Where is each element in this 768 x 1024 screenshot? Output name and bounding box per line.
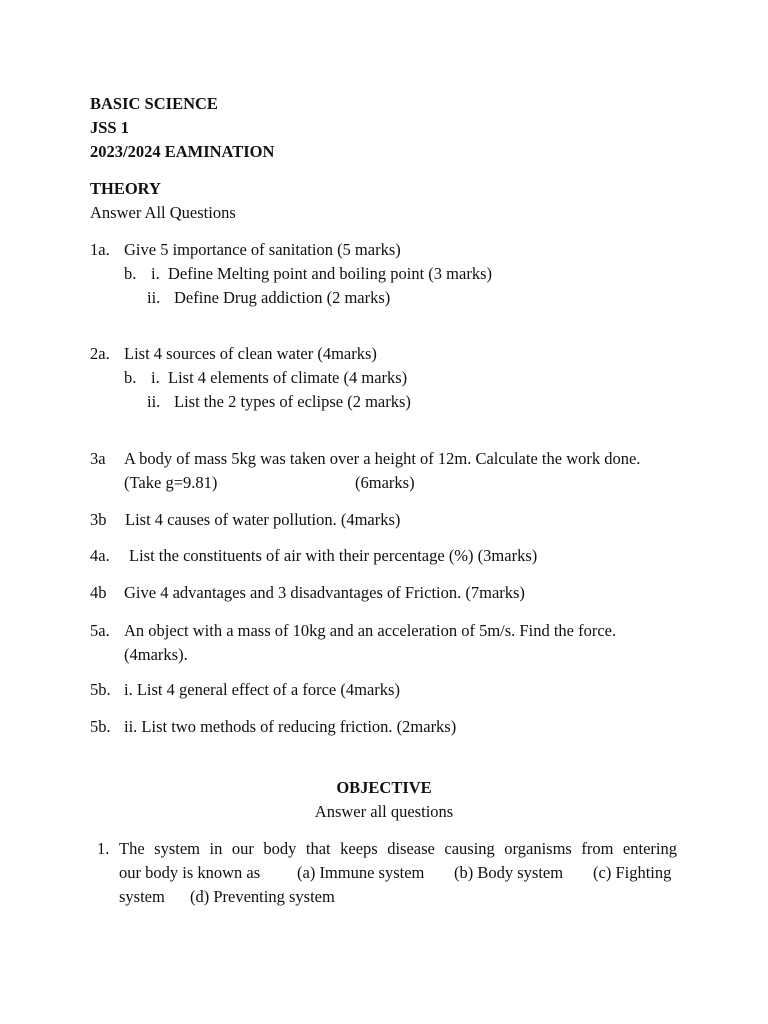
subject-title: BASIC SCIENCE: [90, 94, 218, 113]
q2bi-text: List 4 elements of climate (4 marks): [168, 368, 408, 387]
theory-heading: THEORY: [90, 179, 161, 198]
q1bii-number: ii.: [147, 288, 161, 307]
q2bii-text: List the 2 types of eclipse (2 marks): [174, 392, 411, 411]
obj-q1-option-c-cont: system: [119, 887, 165, 906]
obj-q1-option-a: (a) Immune system: [297, 863, 425, 882]
q5bii-number: 5b.: [90, 717, 111, 736]
objective-instruction: Answer all questions: [314, 802, 454, 821]
exam-title: 2023/2024 EAMINATION: [90, 142, 275, 161]
obj-q1-stem: our body is known as: [119, 863, 261, 882]
obj-q1-option-d: (d) Preventing system: [190, 887, 335, 906]
theory-instruction: Answer All Questions: [90, 203, 236, 222]
obj-q1-number: 1.: [97, 839, 110, 858]
q5a-number: 5a.: [90, 621, 110, 640]
objective-heading: OBJECTIVE: [336, 778, 432, 797]
obj-q1-text: The system in our body that keeps disease causing organisms from entering: [119, 839, 677, 858]
q2a-text: List 4 sources of clean water (4marks): [124, 344, 377, 363]
q1a-text: Give 5 importance of sanitation (5 marks): [124, 240, 401, 259]
q1bi-number: i.: [151, 264, 160, 283]
q4b-text: Give 4 advantages and 3 disadvantages of Friction. (7marks): [124, 583, 525, 602]
q1bi-text: Define Melting point and boiling point (3 marks): [168, 264, 492, 283]
q2b-number: b.: [124, 368, 137, 387]
q5bi-number: 5b.: [90, 680, 111, 699]
q4a-text: List the constituents of air with their percentage (%) (3marks): [129, 546, 538, 565]
q1bii-text: Define Drug addiction (2 marks): [174, 288, 391, 307]
q3a-number: 3a: [90, 449, 106, 468]
q3b-number: 3b: [90, 510, 107, 529]
q3a-text: A body of mass 5kg was taken over a height of 12m. Calculate the work done.: [124, 449, 641, 468]
obj-q1-option-c: (c) Fighting: [593, 863, 672, 882]
q3a-given: (Take g=9.81): [124, 473, 218, 492]
q2bi-number: i.: [151, 368, 160, 387]
q5a-text: An object with a mass of 10kg and an acceleration of 5m/s. Find the force.: [124, 621, 617, 640]
q3b-text: List 4 causes of water pollution. (4marks): [125, 510, 401, 529]
q2bii-number: ii.: [147, 392, 161, 411]
q4a-number: 4a.: [90, 546, 110, 565]
q4b-number: 4b: [90, 583, 107, 602]
q1b-number: b.: [124, 264, 137, 283]
q5a-marks: (4marks).: [124, 645, 188, 664]
class-label: JSS 1: [90, 118, 129, 137]
q1a-number: 1a.: [90, 240, 110, 259]
q2a-number: 2a.: [90, 344, 110, 363]
obj-q1-option-b: (b) Body system: [454, 863, 564, 882]
q5bii-text: ii. List two methods of reducing friction. (2marks): [124, 717, 457, 736]
q5bi-text: i. List 4 general effect of a force (4marks): [124, 680, 400, 699]
q3a-marks: (6marks): [355, 473, 415, 492]
